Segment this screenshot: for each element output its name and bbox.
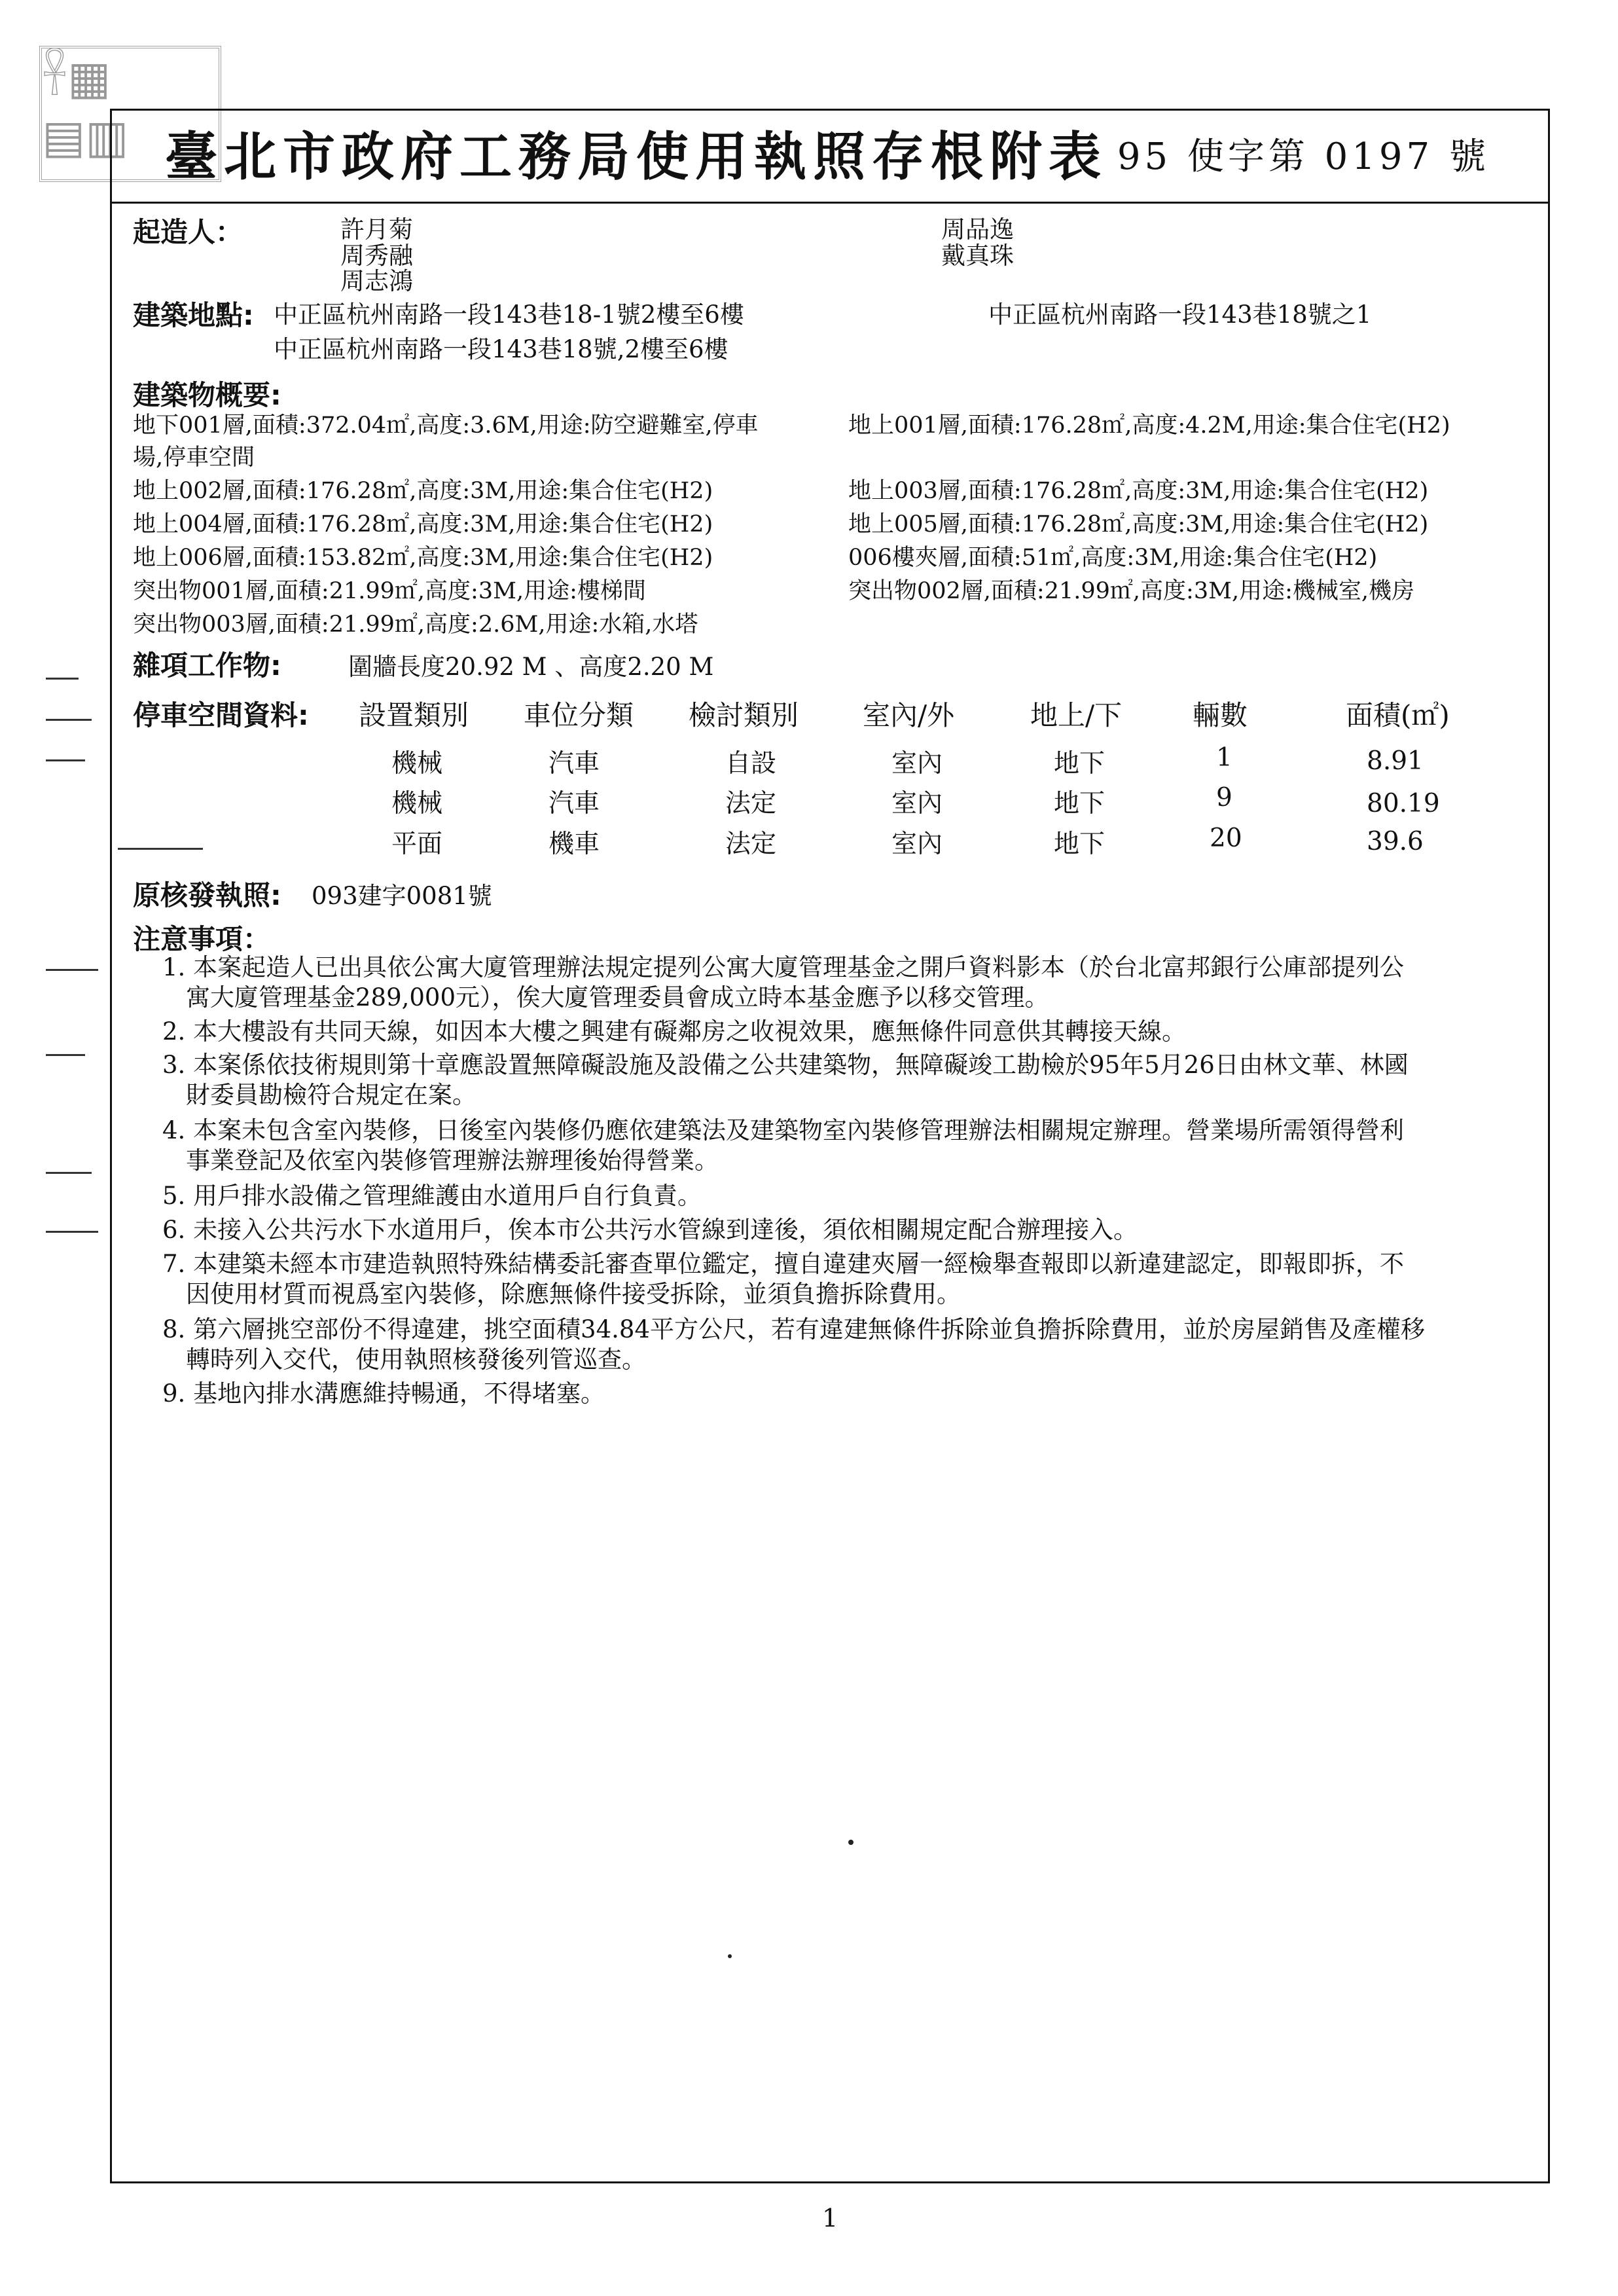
floor-entry: 地上002層,面積:176.28㎡,高度:3M,用途:集合住宅(H2): [133, 478, 713, 504]
parking-cell: 室內: [891, 789, 943, 818]
note-item: 9. 基地內排水溝應維持暢通，不得堵塞。: [162, 1379, 605, 1408]
parking-cell: 地下: [1054, 789, 1106, 818]
floor-entry: 突出物001層,面積:21.99㎡,高度:3M,用途:樓梯間: [133, 578, 646, 604]
page-number: 1: [822, 2204, 838, 2232]
parking-cell: 自設: [725, 749, 777, 778]
parking-header: 設置類別: [359, 699, 469, 731]
document-title: 臺北市政府工務局使用執照存根附表: [165, 126, 1107, 187]
floor-entry: 006樓夾層,面積:51㎡,高度:3M,用途:集合住宅(H2): [848, 545, 1378, 571]
parking-header: 室內/外: [863, 699, 955, 731]
title-separator: [110, 202, 1550, 204]
permit-number: 95 使字第 0197 號: [1117, 136, 1490, 178]
scan-dot: [728, 1954, 732, 1958]
applicant-name: 周品逸: [941, 215, 1014, 244]
parking-cell: 室內: [891, 749, 943, 778]
floor-entry: 突出物003層,面積:21.99㎡,高度:2.6M,用途:水箱,水塔: [133, 611, 698, 638]
parking-header: 檢討類別: [689, 699, 799, 731]
floor-entry: 地上001層,面積:176.28㎡,高度:4.2M,用途:集合住宅(H2): [848, 412, 1450, 439]
applicant-name: 戴真珠: [941, 242, 1014, 270]
floor-entry: 地上005層,面積:176.28㎡,高度:3M,用途:集合住宅(H2): [848, 511, 1429, 538]
note-item: 6. 未接入公共污水下水道用戶，俟本市公共污水管線到達後，須依相關規定配合辦理接入。: [162, 1216, 1138, 1244]
parking-header: 輛數: [1193, 699, 1248, 731]
note-item: 財委員勘檢符合規定在案。: [186, 1081, 476, 1109]
parking-label: 停車空間資料:: [133, 699, 309, 731]
note-item: 轉時列入交代，使用執照核發後列管巡查。: [186, 1345, 646, 1374]
applicant-name: 周秀融: [340, 242, 413, 270]
floor-entry: 地上004層,面積:176.28㎡,高度:3M,用途:集合住宅(H2): [133, 511, 713, 538]
applicants-label: 起造人：: [133, 216, 243, 248]
note-item: 7. 本建築未經本市建造執照特殊結構委託審查單位鑑定，擅自違建夾層一經檢舉查報即以新違建認定，即報即拆，不: [162, 1250, 1405, 1278]
floor-entry: 場,停車空間: [133, 445, 255, 471]
site-address: 中正區杭州南路一段143巷18-1號2樓至6樓: [274, 301, 744, 329]
parking-cell: 8.91: [1367, 746, 1424, 776]
margin-mark: [46, 1054, 85, 1056]
note-item: 8. 第六層挑空部份不得違建，挑空面積34.84平方公尺，若有違建無條件拆除並負擔拆除費用，並於房屋銷售及產權移: [162, 1315, 1425, 1343]
overview-label: 建築物概要:: [133, 379, 281, 411]
site-address: 中正區杭州南路一段143巷18號,2樓至6樓: [274, 335, 728, 363]
parking-cell: 法定: [725, 789, 777, 818]
note-item: 2. 本大樓設有共同天線，如因本大樓之興建有礙鄰房之收視效果，應無條件同意供其轉接天線。: [162, 1017, 1187, 1046]
parking-cell: 汽車: [548, 749, 600, 778]
margin-mark: [118, 848, 203, 850]
scan-dot: [848, 1840, 854, 1845]
note-item: 3. 本案係依技術規則第十章應設置無障礙設施及設備之公共建築物，無障礙竣工勘檢於95年5月26日由林文華、林國: [162, 1051, 1409, 1079]
note-item: 4. 本案未包含室內裝修，日後室內裝修仍應依建築法及建築物室內裝修管理辦法相關規定辦理。營業場所需領得營利: [162, 1116, 1405, 1144]
parking-cell: 法定: [725, 829, 777, 859]
floor-entry: 地上003層,面積:176.28㎡,高度:3M,用途:集合住宅(H2): [848, 478, 1429, 504]
parking-cell: 機械: [391, 749, 443, 778]
parking-cell: 9: [1216, 783, 1232, 812]
parking-header: 地上/下: [1030, 699, 1123, 731]
margin-mark: [46, 759, 85, 761]
parking-cell: 地下: [1054, 749, 1106, 778]
parking-cell: 室內: [891, 829, 943, 859]
floor-entry: 地下001層,面積:372.04㎡,高度:3.6M,用途:防空避難室,停車: [133, 412, 759, 439]
parking-cell: 1: [1216, 743, 1232, 773]
margin-mark: [46, 1231, 98, 1233]
margin-mark: [46, 969, 98, 971]
misc-works-value: 圍牆長度20.92 M 、高度2.20 M: [348, 653, 714, 681]
margin-mark: [46, 678, 79, 680]
parking-cell: 地下: [1054, 829, 1106, 859]
parking-header: 面積(㎡): [1346, 699, 1450, 731]
note-item: 5. 用戶排水設備之管理維護由水道用戶自行負責。: [162, 1182, 702, 1210]
applicant-name: 許月菊: [340, 215, 413, 244]
parking-header: 車位分類: [524, 699, 634, 731]
applicant-name: 周志鴻: [340, 267, 413, 295]
notes-label: 注意事項：: [133, 923, 271, 955]
original-license-label: 原核發執照:: [133, 879, 281, 911]
parking-cell: 汽車: [548, 789, 600, 818]
note-item: 因使用材質而視爲室內裝修，除應無條件接受拆除，並須負擔拆除費用。: [186, 1280, 961, 1308]
parking-cell: 機車: [548, 829, 600, 859]
original-license-value: 093建字0081號: [312, 882, 492, 910]
misc-works-label: 雜項工作物:: [133, 649, 281, 682]
parking-cell: 平面: [391, 829, 443, 859]
seal-stamp: 𓋹▦ ▤▥: [39, 46, 221, 182]
parking-cell: 80.19: [1367, 789, 1440, 818]
note-item: 事業登記及依室內裝修管理辦法辦理後始得營業。: [186, 1146, 719, 1175]
floor-entry: 突出物002層,面積:21.99㎡,高度:3M,用途:機械室,機房: [848, 578, 1414, 604]
margin-mark: [46, 719, 92, 721]
floor-entry: 地上006層,面積:153.82㎡,高度:3M,用途:集合住宅(H2): [133, 545, 713, 571]
note-item: 寓大廈管理基金289,000元），俟大廈管理委員會成立時本基金應予以移交管理。: [186, 983, 1049, 1011]
parking-cell: 機械: [391, 789, 443, 818]
margin-mark: [46, 1172, 92, 1174]
site-address: 中正區杭州南路一段143巷18號之1: [988, 301, 1372, 329]
parking-cell: 39.6: [1367, 827, 1424, 856]
parking-cell: 20: [1210, 824, 1242, 853]
site-label: 建築地點:: [133, 299, 254, 331]
note-item: 1. 本案起造人已出具依公寓大廈管理辦法規定提列公寓大廈管理基金之開戶資料影本（於台北富邦銀行公庫部提列公: [162, 953, 1405, 981]
